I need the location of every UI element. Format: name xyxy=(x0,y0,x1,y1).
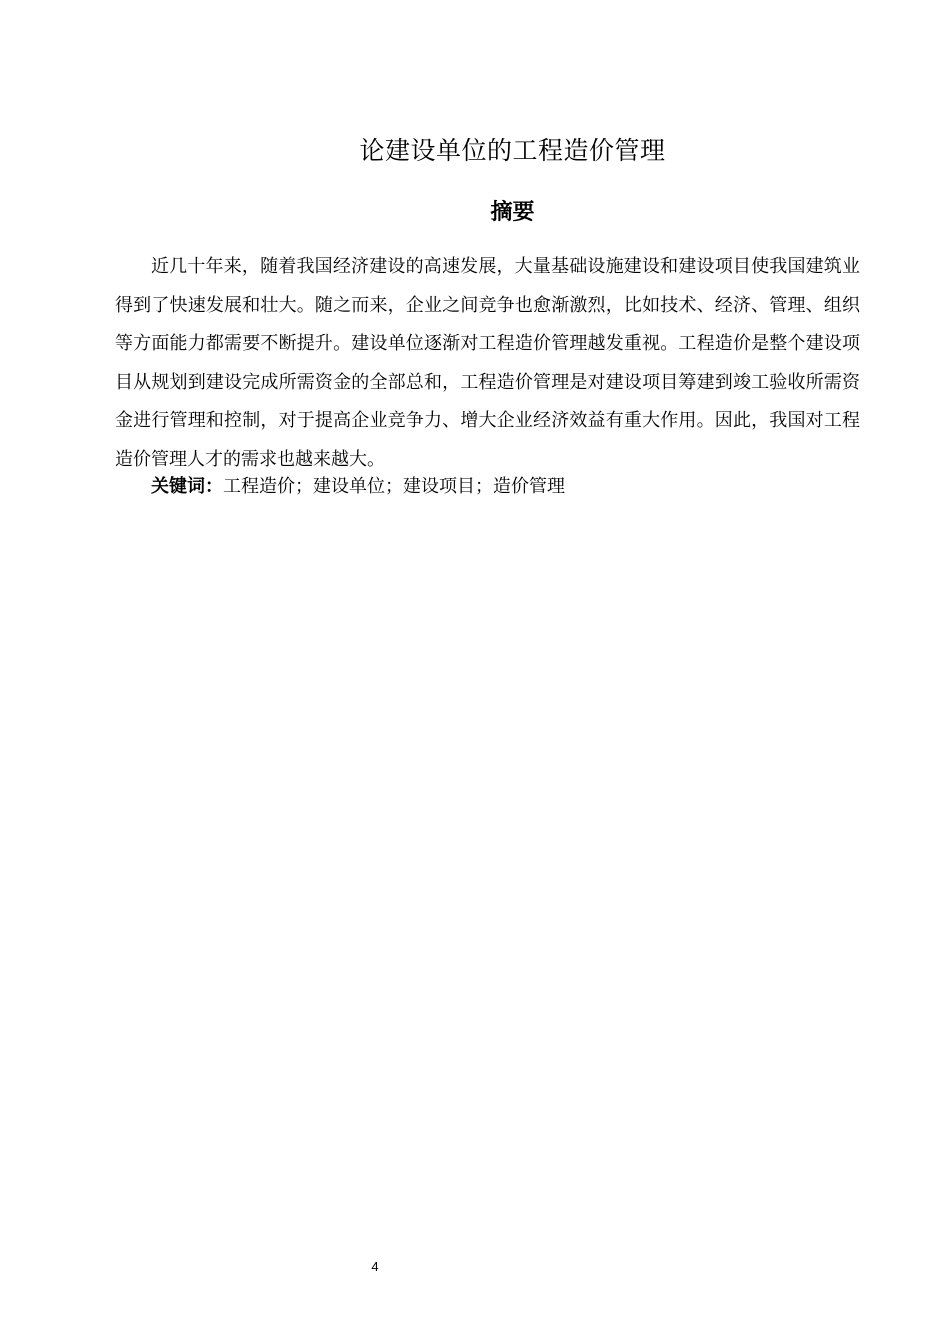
keywords-text: 工程造价；建设单位；建设项目；造价管理 xyxy=(223,476,565,497)
keywords-line xyxy=(151,470,851,504)
keywords-label: 关键词： xyxy=(151,476,223,497)
abstract-paragraph: 近几十年来，随着我国经济建设的高速发展，大量基础设施建设和建设项目使我国建筑业得到了快速发展和壮大。随之而来，企业之间竞争也愈渐激烈，比如技术、经济、管理、组织等方面能力都需要不断提升。建设单位逐渐对工程造价管理越发重视。工程造价是整个建设项目从规划到建设完成所需资金的全部总和，工程造价管理是对建设项目筹建到竣工验收所需资金进行管理和控制，对于提高企业竞争力、增大企业经济效益有重大作用。因此，我国对工程造价管理人才的需求也越来越大。 xyxy=(115,256,860,470)
document-title: 论建设单位的工程造价管理 xyxy=(359,136,666,165)
page-number: 4 xyxy=(371,1259,379,1274)
abstract-heading: 摘要 xyxy=(490,200,535,225)
